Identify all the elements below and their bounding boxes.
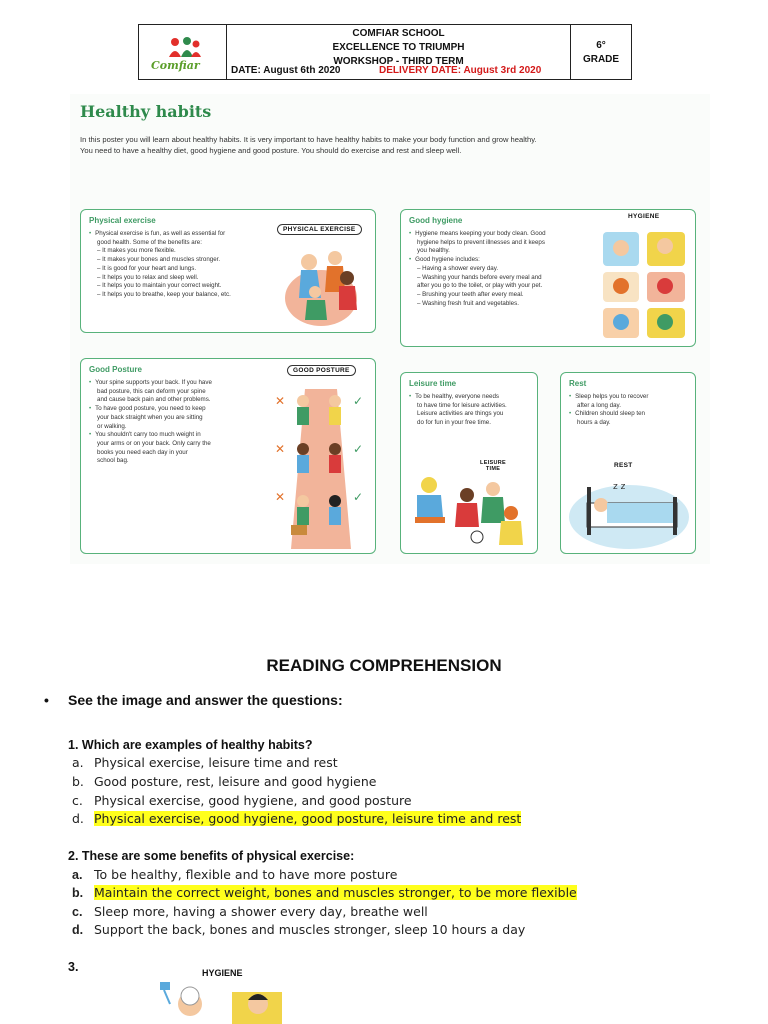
option-text: Sleep more, having a shower every day, breathe well (94, 904, 428, 919)
option-letter: b. (72, 886, 84, 900)
svg-text:✕: ✕ (275, 490, 286, 504)
posture-illustration (271, 385, 367, 549)
card-body (409, 230, 546, 308)
hygiene-image-tag: HYGIENE (202, 968, 243, 978)
option-text-highlighted: Physical exercise, good hygiene, good posture, leisure time and rest (94, 811, 522, 826)
svg-text:✕: ✕ (275, 442, 286, 456)
logo-figures-icon (165, 37, 205, 57)
card-line: – It helps you to relax and sleep well. (97, 273, 199, 281)
school-name: COMFIAR SCHOOL (352, 28, 445, 39)
card-body (89, 230, 231, 300)
card-line: • Hygiene means keeping your body clean. Good (409, 230, 546, 239)
q2-option-b (72, 885, 577, 900)
option-text: To be healthy, flexible and to have more posture (94, 867, 398, 882)
option-text: Good posture, rest, leisure and good hygiene (94, 774, 377, 789)
option-text: Physical exercise, good hygiene, and good posture (94, 793, 412, 808)
good-hygiene-card (400, 209, 696, 347)
card-line: – Washing fresh fruit and vegetables. (417, 299, 519, 307)
card-line: – It makes your bones and muscles stronger. (97, 256, 221, 264)
card-line: bad posture, this can deform your spine (97, 387, 206, 395)
child-sleeping-illustration (567, 473, 691, 549)
card-line: – It makes you more flexible. (97, 247, 176, 255)
q2-option-d (72, 922, 525, 937)
question-3-hygiene-image (150, 964, 302, 1024)
card-line: Leisure activities are things you (417, 410, 504, 418)
card-line: – It helps you to maintain your correct weight. (97, 282, 222, 290)
poster-intro: In this poster you will learn about healthy habits. It is very important to have healthy habits to make your body function and grow healthy. You need to have a healthy diet, good hygiene and good posture. You should do exercise and rest and sleep well. (80, 135, 537, 155)
option-text: Support the back, bones and muscles stronger, sleep 10 hours a day (94, 922, 526, 937)
hygiene-children-icon (150, 978, 302, 1024)
header-table (138, 24, 632, 80)
option-letter: a. (72, 868, 83, 882)
option-letter: b. (72, 774, 84, 789)
card-line: • Physical exercise is fun, as well as essential for (89, 230, 231, 239)
card-line: school bag. (97, 457, 129, 465)
card-body (89, 379, 212, 466)
svg-text:✓: ✓ (353, 442, 364, 456)
card-line: – Having a shower every day. (417, 264, 499, 272)
card-title: Rest (569, 379, 587, 388)
grade-number: 6° (596, 40, 606, 51)
card-line: • Children should sleep ten (569, 410, 648, 419)
q2-option-c (72, 904, 428, 919)
children-exercising-illustration (281, 240, 367, 328)
question-3-number: 3. (68, 960, 79, 974)
leisure-time-card (400, 372, 538, 554)
school-logo (139, 25, 227, 79)
header-center (227, 25, 571, 79)
children-playing-illustration (407, 469, 533, 549)
card-line: or walking. (97, 422, 127, 430)
option-letter: c. (72, 905, 83, 919)
card-title: Leisure time (409, 379, 457, 388)
grade-cell (571, 25, 631, 79)
option-text: Physical exercise, leisure time and rest (94, 755, 338, 770)
card-line: your arms or on your back. Only carry the (97, 439, 211, 447)
card-title: Good Posture (89, 365, 142, 374)
card-line: hygiene helps to prevent illnesses and it keeps (417, 238, 545, 246)
option-text-highlighted: Maintain the correct weight, bones and muscles stronger, to be more flexible (94, 885, 577, 900)
svg-text:✓: ✓ (353, 490, 364, 504)
card-line: and cause back pain and other problems. (97, 396, 211, 404)
card-line: – It is good for your heart and lungs. (97, 264, 197, 272)
leisure-time-tag: LEISURE TIME (473, 459, 513, 473)
card-line: • Good hygiene includes: (409, 256, 546, 265)
card-body (569, 393, 648, 428)
healthy-habits-poster (70, 94, 710, 564)
card-line: hours a day. (577, 419, 611, 427)
delivery-date: DELIVERY DATE: August 3rd 2020 (379, 65, 542, 76)
question-1: 1. Which are examples of healthy habits? (68, 738, 313, 752)
svg-text:✓: ✓ (353, 394, 364, 408)
card-line: your back straight when you are sitting (97, 413, 203, 421)
card-line: after you go to the toilet, or play with your pet. (417, 282, 543, 290)
q2-option-a (72, 867, 397, 882)
physical-exercise-card (80, 209, 376, 333)
card-line: • Sleep helps you to recover (569, 393, 648, 402)
bullet-icon: • (44, 692, 49, 708)
option-letter: d. (72, 923, 84, 937)
q1-option-d (72, 811, 521, 826)
q1-option-a (72, 755, 338, 770)
rest-card (560, 372, 696, 554)
rest-tag: REST (609, 461, 638, 470)
reading-comprehension-title: READING COMPREHENSION (266, 656, 502, 675)
option-letter: c. (72, 793, 83, 808)
svg-text:✕: ✕ (275, 394, 286, 408)
hygiene-illustration (601, 224, 691, 342)
card-line: • You shouldn't carry too much weight in (89, 431, 212, 440)
good-posture-tag: GOOD POSTURE (287, 365, 356, 376)
instruction-text: See the image and answer the questions: (68, 692, 343, 708)
svg-text:z z: z z (613, 482, 626, 492)
card-line: – It helps you to breathe, keep your balance, etc. (97, 290, 231, 298)
card-title: Physical exercise (89, 216, 156, 225)
q1-option-c (72, 793, 412, 808)
grade-label: GRADE (582, 54, 620, 65)
card-body (409, 393, 507, 428)
card-line: you healthy. (417, 247, 450, 255)
option-letter: d. (72, 811, 84, 826)
card-line: • To be healthy, everyone needs (409, 393, 507, 402)
card-line: • To have good posture, you need to keep (89, 405, 212, 414)
card-line: – Brushing your teeth after every meal. (417, 290, 524, 298)
card-line: – Washing your hands before every meal and (417, 273, 542, 281)
date: DATE: August 6th 2020 (231, 65, 341, 76)
poster-title: Healthy habits (80, 102, 212, 121)
workshop-title: WORKSHOP - THIRD TERM (333, 56, 464, 67)
hygiene-tag: HYGIENE (623, 212, 664, 221)
card-line: books you need each day in your (97, 448, 188, 456)
good-posture-card (80, 358, 376, 554)
card-line: after a long day. (577, 401, 621, 409)
card-line: do for fun in your free time. (417, 419, 491, 427)
card-line: good health. Some of the benefits are: (97, 238, 202, 246)
option-letter: a. (72, 755, 84, 770)
card-line: • Your spine supports your back. If you have (89, 379, 212, 388)
logo-wordmark: Comfiar (151, 59, 200, 72)
q1-option-b (72, 774, 376, 789)
instruction (44, 692, 343, 708)
physical-exercise-tag: PHYSICAL EXERCISE (277, 224, 362, 235)
question-2: 2. These are some benefits of physical exercise: (68, 849, 355, 863)
card-line: to have time for leisure activities. (417, 401, 507, 409)
card-title: Good hygiene (409, 216, 463, 225)
school-motto: EXCELLENCE TO TRIUMPH (332, 42, 465, 53)
